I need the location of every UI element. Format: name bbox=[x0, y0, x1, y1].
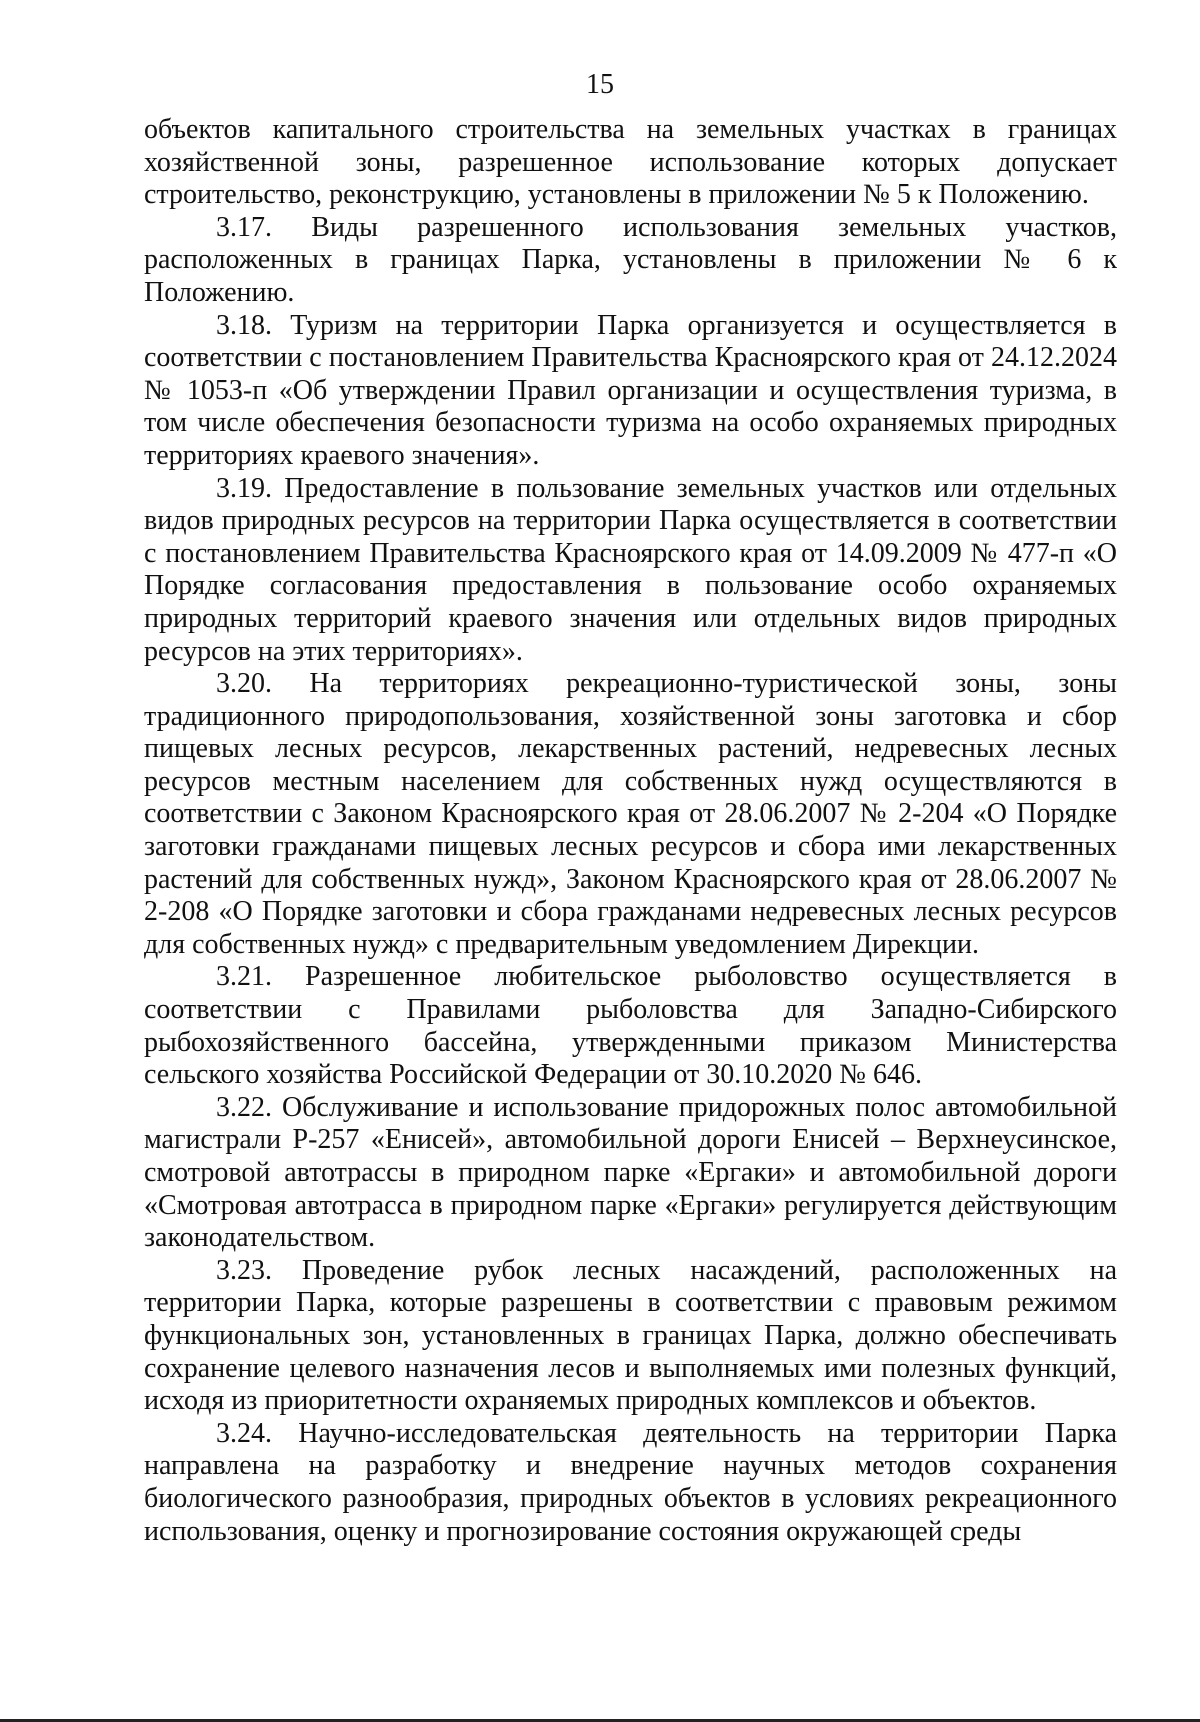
paragraph-3-22: 3.22. Обслуживание и использование придорожных полос автомобильной магистрали Р-257 «Енисей», автомобильной дороги Енисей – Верхнеусинское, смотровой автотрассы в природном парке «Ергаки» и автомобильной дороги «Смотровая автотрасса в природном парке «Ергаки» регулируется действующим законодательством. bbox=[144, 1091, 1117, 1254]
paragraph-3-24: 3.24. Научно-исследовательская деятельность на территории Парка направлена на разработку и внедрение научных методов сохранения биологического разнообразия, природных объектов в условиях рекреационного использования, оценку и прогнозирование состояния окружающей среды bbox=[144, 1417, 1117, 1547]
paragraph-3-23: 3.23. Проведение рубок лесных насаждений, расположенных на территории Парка, которые разрешены в соответствии с правовым режимом функциональных зон, установленных в границах Парка, должно обеспечивать сохранение целевого назначения лесов и выполняемых ими полезных функций, исходя из приоритетности охраняемых природных комплексов и объектов. bbox=[144, 1254, 1117, 1417]
paragraph-3-17: 3.17. Виды разрешенного использования земельных участков, расположенных в границах Парка, установлены в приложении № 6 к Положению. bbox=[144, 211, 1117, 308]
paragraph-continuation: объектов капитального строительства на земельных участках в границах хозяйственной зоны, разрешенное использование которых допускает строительство, реконструкцию, установлены в приложении № 5 к Положению. bbox=[144, 114, 1117, 211]
document-body bbox=[144, 114, 1117, 1548]
paragraph-3-20: 3.20. На территориях рекреационно-туристической зоны, зоны традиционного природопользования, хозяйственной зоны заготовка и сбор пищевых лесных ресурсов, лекарственных растений, недревесных лесных ресурсов местным населением для собственных нужд осуществляются в соответствии с Законом Красноярского края от 28.06.2007 № 2-204 «О Порядке заготовки гражданами пищевых лесных ресурсов и сбора ими лекарственных растений для собственных нужд», Законом Красноярского края от 28.06.2007 № 2-208 «О Порядке заготовки и сбора гражданами недревесных лесных ресурсов для собственных нужд» с предварительным уведомлением Дирекции. bbox=[144, 668, 1117, 960]
paragraph-3-21: 3.21. Разрешенное любительское рыболовство осуществляется в соответствии с Правилами рыболовства для Западно-Сибирского рыбохозяйственного бассейна, утвержденными приказом Министерства сельского хозяйства Российской Федерации от 30.10.2020 № 646. bbox=[144, 961, 1117, 1091]
page-number: 15 bbox=[586, 69, 614, 100]
paragraph-3-19: 3.19. Предоставление в пользование земельных участков или отдельных видов природных ресурсов на территории Парка осуществляется в соответствии с постановлением Правительства Красноярского края от 14.09.2009 № 477-п «О Порядке согласования предоставления в пользование особо охраняемых природных территорий краевого значения или отдельных видов природных ресурсов на этих территориях». bbox=[144, 472, 1117, 667]
paragraph-3-18: 3.18. Туризм на территории Парка организуется и осуществляется в соответствии с постановлением Правительства Красноярского края от 24.12.2024 № 1053-п «Об утверждении Правил организации и осуществления туризма, в том числе обеспечения безопасности туризма на особо охраняемых природных территориях краевого значения». bbox=[144, 309, 1117, 471]
